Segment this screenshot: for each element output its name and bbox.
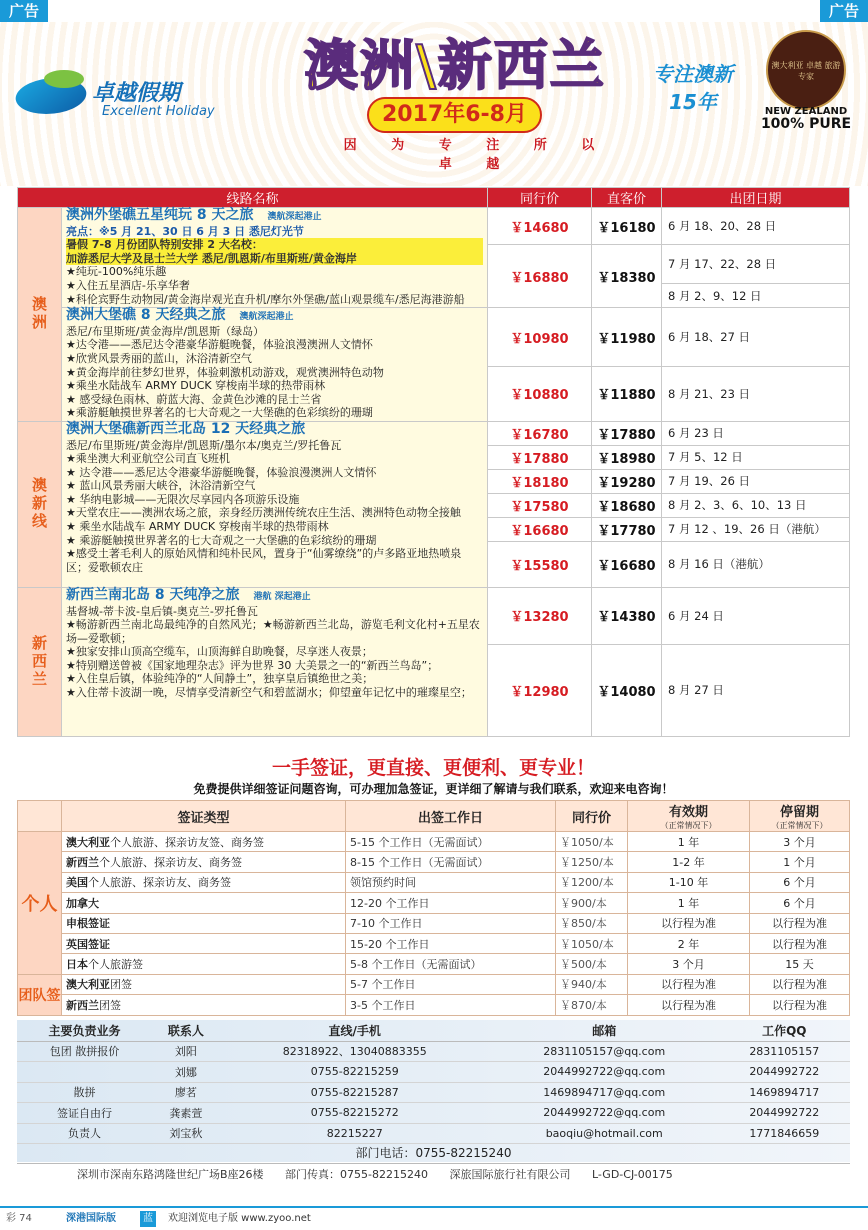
visa-type [62, 954, 346, 974]
contact-qq[interactable]: 2044992722 [719, 1103, 850, 1124]
focus-line-2: 15年 [669, 90, 717, 114]
agent-price: ￥17580 [488, 493, 592, 517]
visa-row [18, 954, 850, 974]
visa-country: 澳大利亚 [66, 835, 110, 849]
slogan: 因 为 专 注 所 以 卓 越 [343, 138, 597, 172]
route-line: ★欣赏风景秀丽的蓝山，沐浴清新空气 [66, 351, 252, 365]
route-line: 加游悉尼大学及昆士兰大学 悉尼/凯恩斯/布里斯班/黄金海岸 [66, 252, 483, 266]
departure-dates: 7 月 17、22、28 日 [662, 245, 850, 284]
visa-col-stay: 停留期 （正常情况下） [750, 801, 850, 832]
visa-time: 5-8 个工作日（无需面试） [346, 954, 556, 974]
contact-phone[interactable]: 0755-82215272 [220, 1103, 490, 1124]
region-label: 澳新线 [18, 421, 62, 587]
contact-email[interactable]: 2831105157@qq.com [490, 1041, 719, 1062]
route-flight-note: 澳航深起港止 [239, 312, 294, 323]
footer-fax: 部门传真：0755-82215240 [285, 1168, 428, 1181]
visa-price: ￥940/本 [556, 974, 628, 994]
route-line: ★乘坐澳大利亚航空公司直飞班机 [66, 452, 230, 466]
visa-table [17, 800, 850, 1016]
visa-price: ￥870/本 [556, 995, 628, 1015]
tour-row [18, 308, 850, 367]
contact-email[interactable]: 1469894717@qq.com [490, 1082, 719, 1103]
logo-leaf-icon [44, 70, 84, 88]
agent-price: ￥10980 [488, 308, 592, 367]
visa-row [18, 852, 850, 872]
visa-row [18, 893, 850, 913]
route-line: ★科伦宾野生动物园/黄金海岸观光直升机/摩尔外堡礁/蓝山观景缆车/悉尼海港游船 [66, 292, 465, 306]
visa-type [62, 893, 346, 913]
contact-name: 刘宝秋 [152, 1123, 220, 1144]
visa-price: ￥900/本 [556, 893, 628, 913]
route-flight-note: 澳航深起港止 [267, 212, 322, 222]
visa-time: 领馆预约时间 [346, 872, 556, 892]
direct-price: ￥16680 [592, 541, 662, 587]
contact-panel [17, 1020, 850, 1162]
company-logo [16, 70, 236, 130]
visa-valid: 2 年 [628, 933, 750, 953]
contact-name: 龚素萱 [152, 1103, 220, 1124]
tour-header-row [18, 188, 850, 208]
visa-row [18, 913, 850, 933]
route-line: ★感受土著毛利人的原始风情和纯朴民风，置身于“仙雾缭绕”的卢多路亚地热喷泉区；爱歌顿农庄 [66, 547, 462, 574]
contact-qq[interactable]: 1469894717 [719, 1082, 850, 1103]
visa-country: 新西兰 [66, 856, 99, 870]
visa-price: ￥1250/本 [556, 852, 628, 872]
visa-type [62, 832, 346, 852]
region-label: 新西兰 [18, 587, 62, 736]
web-link[interactable]: 欢迎浏览电子版 www.zyoo.net [168, 1213, 311, 1224]
contact-col-mail: 邮箱 [490, 1020, 719, 1041]
route-line: 暑假 7-8 月份团队特别安排 2 大名校： [66, 238, 483, 252]
contact-email[interactable]: 2044992722@qq.com [490, 1062, 719, 1083]
visa-valid: 以行程为准 [628, 995, 750, 1015]
contact-qq[interactable]: 1771846659 [719, 1123, 850, 1144]
visa-country: 澳大利亚 [66, 978, 110, 992]
route-cell [62, 308, 488, 422]
contact-biz: 散拼 [17, 1082, 152, 1103]
bottom-bar [0, 1206, 868, 1230]
route-line: ★纯玩-100%纯乐趣 [66, 265, 167, 279]
contact-row [17, 1082, 850, 1103]
visa-time: 5-15 个工作日（无需面试） [346, 832, 556, 852]
direct-price: ￥11980 [592, 308, 662, 367]
tour-table [17, 187, 850, 737]
direct-price: ￥19280 [592, 469, 662, 493]
agent-price: ￥17880 [488, 445, 592, 469]
visa-kind: 个人旅游、探亲访友、商务签 [88, 876, 231, 890]
visa-valid: 1 年 [628, 893, 750, 913]
visa-stay: 以行程为准 [750, 974, 850, 994]
region-label: 澳洲 [18, 208, 62, 422]
contact-qq[interactable]: 2044992722 [719, 1062, 850, 1083]
visa-type [62, 872, 346, 892]
contact-row [17, 1123, 850, 1144]
visa-kind: 团签 [99, 998, 121, 1012]
contact-qq[interactable]: 2831105157 [719, 1041, 850, 1062]
departure-dates: 8 月 16 日（港航） [662, 541, 850, 587]
departure-dates: 6 月 18、20、28 日 [662, 208, 850, 245]
departure-dates: 8 月 21、23 日 [662, 366, 850, 421]
visa-row [18, 872, 850, 892]
ad-tag-left: 广告 [0, 0, 48, 22]
departure-dates: 8 月 27 日 [662, 644, 850, 736]
visa-valid: 1-2 年 [628, 852, 750, 872]
visa-stay: 3 个月 [750, 832, 850, 852]
visa-kind: 个人旅游、探亲访友签、商务签 [110, 835, 264, 849]
edition-name: 深港国际版 [66, 1213, 116, 1224]
route-line: ★ 达令港——悉尼达令港豪华游艇晚餐，体验浪漫澳洲人文情怀 [66, 465, 377, 479]
route-title[interactable] [66, 586, 483, 605]
route-line: 悉尼/布里斯班/黄金海岸/凯恩斯/墨尔本/奥克兰/罗托鲁瓦 [66, 438, 342, 452]
footer-address: 深圳市深南东路鸿隆世纪广场B座26楼 [77, 1168, 264, 1181]
visa-country: 申根签证 [66, 917, 110, 931]
visa-price: ￥1050/本 [556, 933, 628, 953]
visa-valid: 以行程为准 [628, 913, 750, 933]
visa-kind: 团签 [110, 978, 132, 992]
contact-row [17, 1041, 850, 1062]
agent-price: ￥12980 [488, 644, 592, 736]
departure-dates: 6 月 18、27 日 [662, 308, 850, 367]
visa-stay: 以行程为准 [750, 913, 850, 933]
nz-pure-logo: NEW ZEALAND 100% PURE [760, 106, 852, 132]
period-badge: 2017年6-8月 [367, 97, 542, 133]
agent-price: ￥14680 [488, 208, 592, 245]
visa-row [18, 933, 850, 953]
edition-color-icon: 蓝 [140, 1211, 156, 1227]
route-cell [62, 587, 488, 736]
visa-stay: 以行程为准 [750, 933, 850, 953]
visa-row [18, 995, 850, 1015]
visa-type [62, 913, 346, 933]
col-dates: 出团日期 [662, 188, 850, 208]
footer-info [17, 1163, 850, 1187]
visa-price: ￥1200/本 [556, 872, 628, 892]
direct-price: ￥16180 [592, 208, 662, 245]
tour-row [18, 208, 850, 245]
route-title[interactable] [66, 309, 483, 325]
direct-price: ￥17880 [592, 421, 662, 445]
visa-time: 8-15 个工作日（无需面试） [346, 852, 556, 872]
contact-phone[interactable]: 82215227 [220, 1123, 490, 1144]
direct-price: ￥18380 [592, 245, 662, 308]
visa-col-time: 出签工作日 [346, 801, 556, 832]
visa-intro [17, 756, 850, 800]
contact-biz: 签证自由行 [17, 1103, 152, 1124]
contact-email[interactable]: baoqiu@hotmail.com [490, 1123, 719, 1144]
route-line: ★ 乘坐水陆战车 ARMY DUCK 穿梭南半球的热带雨林 [66, 520, 329, 534]
visa-valid: 1 年 [628, 832, 750, 852]
route-line: ★入住蒂卡波湖一晚，尽情享受清新空气和碧蓝湖水；仰望童年记忆中的璀璨星空； [66, 686, 472, 700]
visa-stay: 6 个月 [750, 893, 850, 913]
direct-price: ￥11880 [592, 366, 662, 421]
contact-table [17, 1020, 850, 1144]
agent-price: ￥15580 [488, 541, 592, 587]
departure-dates: 7 月 12 、19、26 日（港航） [662, 517, 850, 541]
contact-col-qq: 工作QQ [719, 1020, 850, 1041]
visa-country: 美国 [66, 876, 88, 890]
route-cell [62, 421, 488, 587]
visa-country: 英国签证 [66, 937, 110, 951]
expert-seal: 澳大利亚 卓越 旅游专家 [766, 30, 846, 110]
route-line: ★乘坐水陆战车 ARMY DUCK 穿梭南半球的热带雨林 [66, 379, 326, 393]
direct-price: ￥14080 [592, 644, 662, 736]
contact-biz [17, 1062, 152, 1083]
contact-biz: 负责人 [17, 1123, 152, 1144]
visa-country: 新西兰 [66, 998, 99, 1012]
agent-price: ￥13280 [488, 587, 592, 644]
contact-phone[interactable]: 82318922、13040883355 [220, 1041, 490, 1062]
focus-line-1: 专注澳新 [653, 62, 733, 86]
route-line: ★入住五星酒店-乐享华奢 [66, 278, 190, 292]
departure-dates: 6 月 24 日 [662, 587, 850, 644]
contact-phone[interactable]: 0755-82215287 [220, 1082, 490, 1103]
route-name: 澳洲外堡礁五星纯玩 8 天之旅 [66, 207, 254, 223]
footer-company: 深旅国际旅行社有限公司 [449, 1168, 571, 1181]
visa-stay: 以行程为准 [750, 995, 850, 1015]
route-title[interactable] [66, 209, 483, 225]
page-title: 澳洲\新西兰 [304, 34, 606, 97]
route-name: 新西兰南北岛 8 天纯净之旅 [66, 586, 240, 603]
visa-time: 15-20 个工作日 [346, 933, 556, 953]
route-line: ★乘游艇触摸世界著名的七大奇观之一大堡礁的色彩缤纷的珊瑚 [66, 406, 373, 420]
visa-row [18, 974, 850, 994]
departure-dates: 8 月 2、3、6、10、13 日 [662, 493, 850, 517]
contact-name: 廖茗 [152, 1082, 220, 1103]
route-name: 澳洲大堡礁新西兰北岛 12 天经典之旅 [66, 420, 306, 437]
expert-badge [760, 30, 852, 134]
direct-price: ￥18680 [592, 493, 662, 517]
visa-subline: 免费提供详细签证问题咨询，可办理加急签证，更详细了解请与我们联系，欢迎来电咨询！ [193, 782, 674, 796]
visa-col-type: 签证类型 [62, 801, 346, 832]
contact-row [17, 1103, 850, 1124]
visa-price: ￥1050/本 [556, 832, 628, 852]
visa-price: ￥500/本 [556, 954, 628, 974]
visa-stay: 15 天 [750, 954, 850, 974]
dept-phone: 部门电话：0755-82215240 [355, 1146, 512, 1160]
departure-dates: 6 月 23 日 [662, 421, 850, 445]
agent-price: ￥16880 [488, 245, 592, 308]
agent-price: ￥16680 [488, 517, 592, 541]
route-line: ★特别赠送曾被《国家地理杂志》评为世界 30 大美景之一的“新西兰鸟岛”； [66, 658, 439, 672]
visa-side-header [18, 801, 62, 832]
route-title[interactable] [66, 420, 483, 439]
route-line: ★入住皇后镇，体验纯净的“人间静土”，独享皇后镇绝世之美； [66, 672, 374, 686]
visa-time: 5-7 个工作日 [346, 974, 556, 994]
contact-name: 刘娜 [152, 1062, 220, 1083]
contact-biz: 包团 散拼报价 [17, 1041, 152, 1062]
visa-col-valid: 有效期 （正常情况下） [628, 801, 750, 832]
visa-stay: 1 个月 [750, 852, 850, 872]
visa-type [62, 995, 346, 1015]
col-agent-price: 同行价 [488, 188, 592, 208]
departure-dates: 7 月 5、12 日 [662, 445, 850, 469]
logo-english: Excellent Holiday [102, 104, 215, 119]
visa-headline: 一手签证，更直接、更便利、更专业！ [271, 757, 595, 779]
visa-header-row [18, 801, 850, 832]
visa-kind: 个人旅游、探亲访友、商务签 [99, 856, 242, 870]
footer-license: L-GD-CJ-00175 [592, 1168, 673, 1181]
logo-chinese: 卓越假期 [92, 81, 181, 106]
visa-time: 3-5 个工作日 [346, 995, 556, 1015]
visa-valid: 1-10 年 [628, 872, 750, 892]
visa-country: 日本 [66, 958, 88, 972]
direct-price: ￥14380 [592, 587, 662, 644]
departure-dates: 8 月 2、9、12 日 [662, 284, 850, 308]
contact-col-phone: 直线/手机 [220, 1020, 490, 1041]
contact-phone[interactable]: 0755-82215259 [220, 1062, 490, 1083]
visa-type [62, 852, 346, 872]
visa-group-label: 团队签 [18, 974, 62, 1015]
route-line: 亮点：※5 月 21、30 日 6 月 3 日 悉尼灯光节 [66, 224, 304, 238]
contact-name: 刘阳 [152, 1041, 220, 1062]
tour-row [18, 587, 850, 644]
visa-col-price: 同行价 [556, 801, 628, 832]
visa-time: 7-10 个工作日 [346, 913, 556, 933]
visa-personal-label: 个人 [18, 832, 62, 975]
visa-valid: 以行程为准 [628, 974, 750, 994]
route-cell [62, 208, 488, 308]
direct-price: ￥18980 [592, 445, 662, 469]
contact-row [17, 1062, 850, 1083]
route-line: 悉尼/布里斯班/黄金海岸/凯恩斯（绿岛） [66, 324, 265, 338]
route-line: ★黄金海岸前往梦幻世界，体验刺激机动游戏，观赏澳洲特色动物 [66, 365, 384, 379]
departure-dates: 7 月 19、26 日 [662, 469, 850, 493]
route-line: 基督城-蒂卡波-皇后镇-奥克兰-罗托鲁瓦 [66, 604, 258, 618]
col-route: 线路名称 [18, 188, 488, 208]
route-line: ★畅游新西兰南北岛最纯净的自然风光；★畅游新西兰北岛，游览毛利文化村+五星农场—爱歌顿； [66, 618, 480, 645]
visa-stay: 6 个月 [750, 872, 850, 892]
agent-price: ￥18180 [488, 469, 592, 493]
route-line: ★ 华纳电影城——无限次尽享园内各项游乐设施 [66, 492, 300, 506]
agent-price: ￥16780 [488, 421, 592, 445]
route-line: ★独家安排山顶高空缆车，山顶海鲜自助晚餐，尽享迷人夜景； [66, 645, 373, 659]
route-line: ★达令港——悉尼达令港豪华游艇晚餐，体验浪漫澳洲人文情怀 [66, 338, 373, 352]
focus-text [628, 60, 758, 124]
route-line: ★天堂农庄——澳洲农场之旅，亲身经历澳洲传统农庄生活、澳洲特色动物全接触 [66, 506, 461, 520]
route-flight-note: 港航 深起港止 [253, 591, 311, 602]
contact-email[interactable]: 2044992722@qq.com [490, 1103, 719, 1124]
route-line: ★ 感受绿色雨林、蔚蓝大海、金黄色沙滩的昆士兰省 [66, 392, 322, 406]
visa-price: ￥850/本 [556, 913, 628, 933]
agent-price: ￥10880 [488, 366, 592, 421]
visa-row [18, 832, 850, 852]
direct-price: ￥17780 [592, 517, 662, 541]
visa-valid: 3 个月 [628, 954, 750, 974]
visa-time: 12-20 个工作日 [346, 893, 556, 913]
contact-header-row [17, 1020, 850, 1041]
visa-kind: 个人旅游签 [88, 958, 143, 972]
route-line: ★ 乘游艇触摸世界著名的七大奇观之一大堡礁的色彩缤纷的珊瑚 [66, 533, 377, 547]
col-direct-price: 直客价 [592, 188, 662, 208]
route-name: 澳洲大堡礁 8 天经典之旅 [66, 307, 226, 324]
contact-col-name: 联系人 [152, 1020, 220, 1041]
ad-tag-right: 广告 [820, 0, 868, 22]
visa-type [62, 974, 346, 994]
contact-col-biz: 主要负责业务 [17, 1020, 152, 1041]
page-number: 彩 74 [6, 1213, 32, 1224]
visa-country: 加拿大 [66, 896, 99, 910]
visa-type [62, 933, 346, 953]
route-line: ★ 蓝山风景秀丽大峡谷，沐浴清新空气 [66, 479, 256, 493]
tour-row [18, 421, 850, 445]
